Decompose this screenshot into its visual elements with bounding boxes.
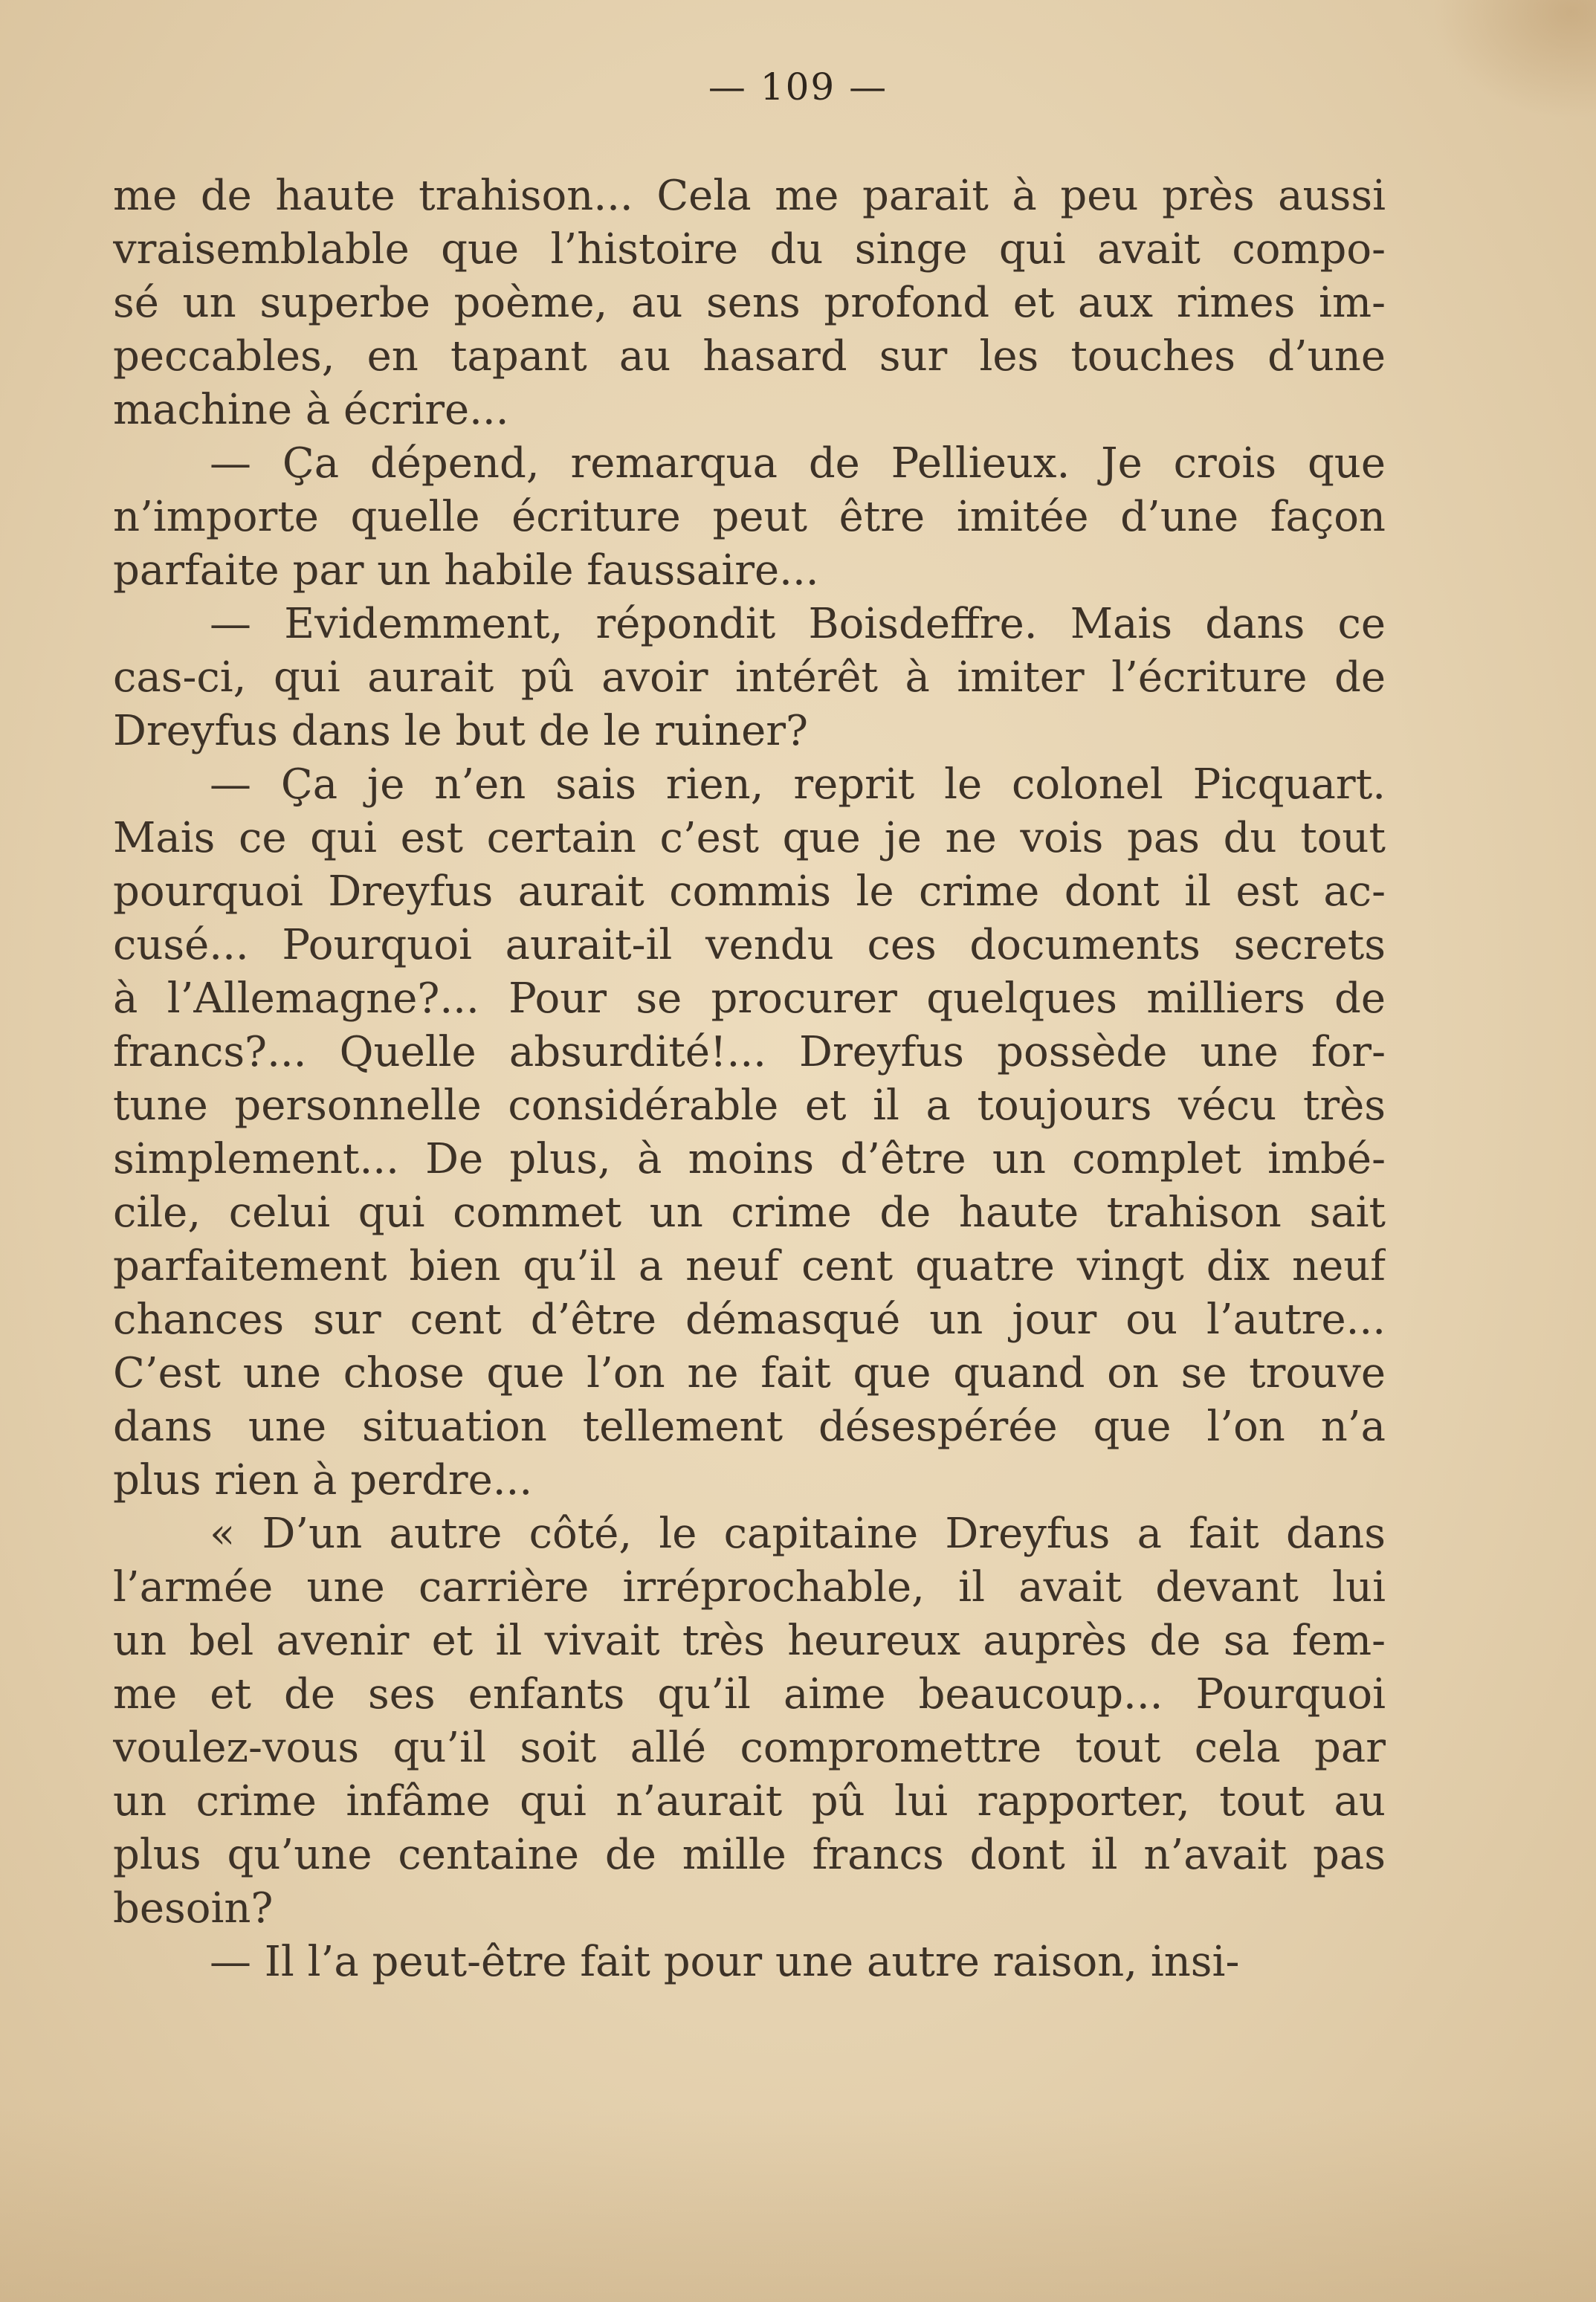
text-line: francs?... Quelle absurdité!... Dreyfus possède une for-: [113, 1028, 1386, 1076]
text-line: chances sur cent d’être démasqué un jour ou l’autre...: [113, 1296, 1386, 1344]
text-line: machine à écrire...: [113, 386, 509, 434]
text-line: plus qu’une centaine de mille francs dont il n’avait pas: [113, 1831, 1386, 1879]
paper-stain: [0, 2109, 1596, 2302]
text-line: dans une situation tellement désespérée que l’on n’a: [113, 1403, 1386, 1451]
body-text: [113, 169, 1386, 1989]
text-line: — Il l’a peut-être fait pour une autre raison, insi-: [210, 1938, 1240, 1986]
text-line: cas-ci, qui aurait pû avoir intérêt à imiter l’écriture de: [113, 653, 1386, 702]
text-line: à l’Allemagne?... Pour se procurer quelques milliers de: [113, 974, 1386, 1023]
text-line: — Ça je n’en sais rien, reprit le colonel Picquart.: [210, 760, 1386, 809]
text-line: — Ça dépend, remarqua de Pellieux. Je crois que: [210, 439, 1386, 488]
text-line: — Evidemment, répondit Boisdeffre. Mais dans ce: [210, 600, 1386, 648]
text-line: C’est une chose que l’on ne fait que quand on se trouve: [113, 1349, 1386, 1397]
text-line: parfaitement bien qu’il a neuf cent quatre vingt dix neuf: [113, 1242, 1386, 1290]
text-line: « D’un autre côté, le capitaine Dreyfus a fait dans: [210, 1510, 1386, 1558]
text-line: un crime infâme qui n’aurait pû lui rapporter, tout au: [113, 1777, 1386, 1826]
text-line: vraisemblable que l’histoire du singe qui avait compo-: [113, 225, 1386, 274]
text-line: besoin?: [113, 1884, 274, 1933]
text-line: me et de ses enfants qu’il aime beaucoup... Pourquoi: [113, 1670, 1386, 1719]
text-line: un bel avenir et il vivait très heureux auprès de sa fem-: [113, 1617, 1386, 1665]
text-line: simplement... De plus, à moins d’être un complet imbé-: [113, 1135, 1386, 1183]
page-number: — 109 —: [708, 65, 888, 109]
text-line: me de haute trahison... Cela me parait à peu près aussi: [113, 172, 1386, 220]
text-line: peccables, en tapant au hasard sur les touches d’une: [113, 332, 1386, 381]
text-line: n’importe quelle écriture peut être imitée d’une façon: [113, 493, 1386, 541]
text-line: parfaite par un habile faussaire...: [113, 546, 819, 595]
text-line: Dreyfus dans le but de le ruiner?: [113, 707, 809, 755]
text-line: cile, celui qui commet un crime de haute trahison sait: [113, 1189, 1386, 1237]
text-line: Mais ce qui est certain c’est que je ne vois pas du tout: [113, 814, 1386, 862]
text-line: l’armée une carrière irréprochable, il avait devant lui: [113, 1563, 1386, 1611]
text-line: plus rien à perdre...: [113, 1456, 533, 1504]
text-line: voulez-vous qu’il soit allé compromettre tout cela par: [113, 1724, 1386, 1772]
text-line: sé un superbe poème, au sens profond et aux rimes im-: [113, 279, 1386, 327]
text-line: tune personnelle considérable et il a toujours vécu très: [113, 1082, 1386, 1130]
text-line: pourquoi Dreyfus aurait commis le crime dont il est ac-: [113, 867, 1386, 916]
text-line: cusé... Pourquoi aurait-il vendu ces documents secrets: [113, 921, 1386, 969]
